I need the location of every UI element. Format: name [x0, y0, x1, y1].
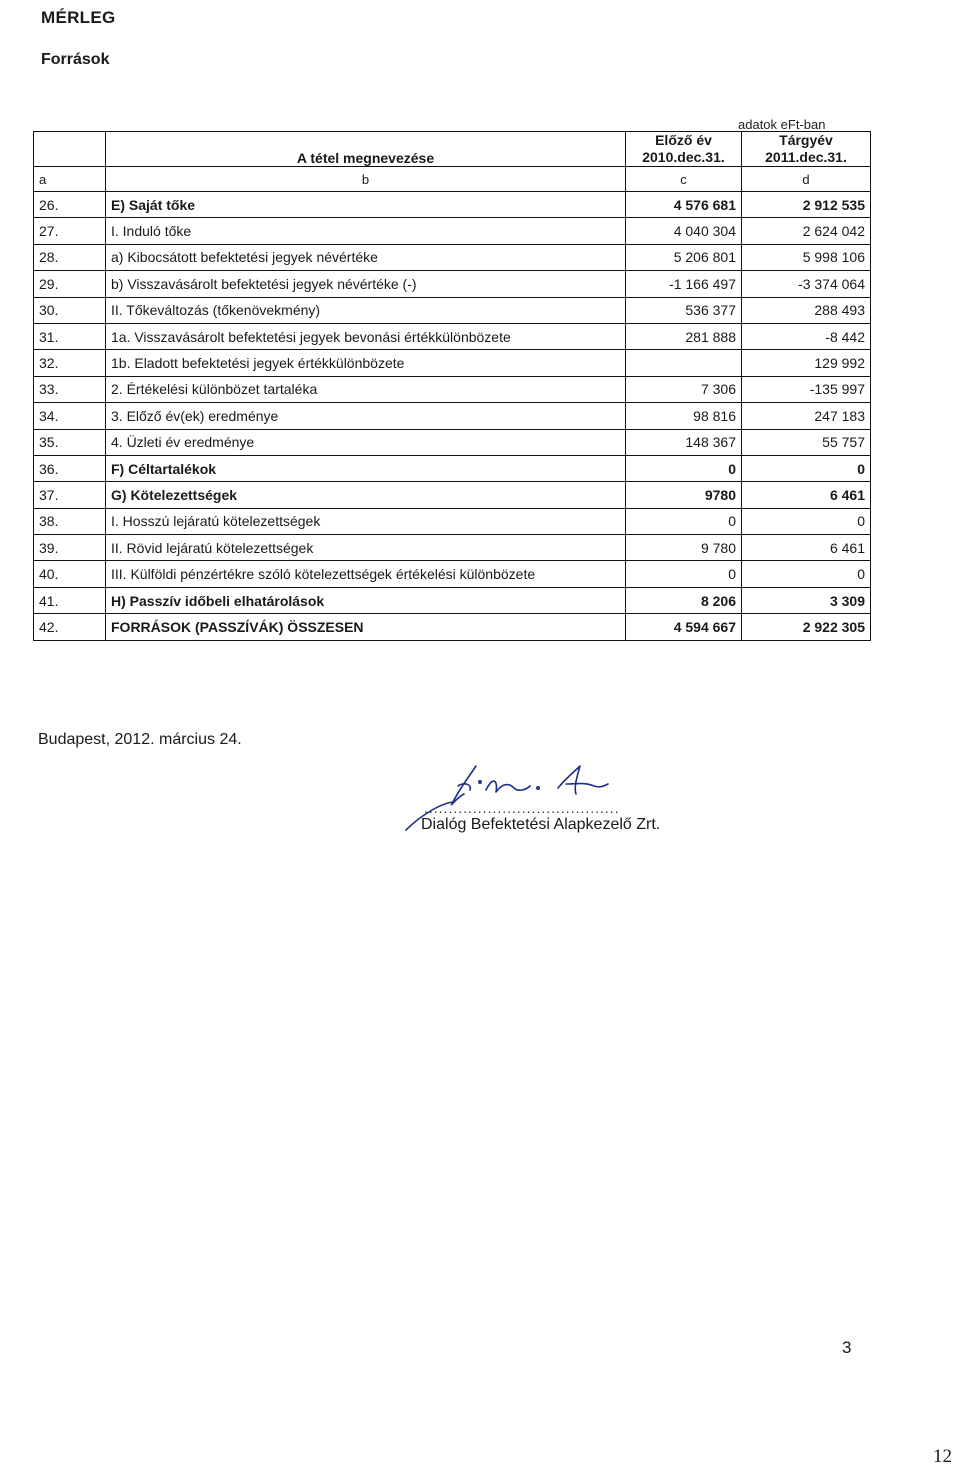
- row-number: 34.: [34, 403, 106, 429]
- table-row: [34, 350, 871, 376]
- row-item-name: F) Céltartalékok: [106, 455, 626, 481]
- row-item-name: 1a. Visszavásárolt befektetési jegyek bevonási értékkülönbözete: [106, 323, 626, 349]
- row-number: 29.: [34, 271, 106, 297]
- table-row: [34, 376, 871, 402]
- table-row: [34, 429, 871, 455]
- row-previous-year-value: 4 576 681: [626, 192, 742, 218]
- row-item-name: G) Kötelezettségek: [106, 482, 626, 508]
- row-previous-year-value: 7 306: [626, 376, 742, 402]
- table-row: [34, 244, 871, 270]
- header-previous-year: [626, 132, 742, 167]
- row-current-year-value: 3 309: [742, 587, 871, 613]
- row-item-name: 4. Üzleti év eredménye: [106, 429, 626, 455]
- row-current-year-value: 288 493: [742, 297, 871, 323]
- row-current-year-value: 247 183: [742, 403, 871, 429]
- row-item-name: 1b. Eladott befektetési jegyek értékkülönbözete: [106, 350, 626, 376]
- row-number: 35.: [34, 429, 106, 455]
- row-item-name: III. Külföldi pénzértékre szóló kötelezettségek értékelési különbözete: [106, 561, 626, 587]
- row-current-year-value: 129 992: [742, 350, 871, 376]
- row-item-name: H) Passzív időbeli elhatárolások: [106, 587, 626, 613]
- row-number: 36.: [34, 455, 106, 481]
- company-name: Dialóg Befektetési Alapkezelő Zrt.: [421, 816, 661, 833]
- header-item-name: A tétel megnevezése: [106, 132, 626, 167]
- row-number: 39.: [34, 535, 106, 561]
- signature-line: ........................................: [424, 800, 620, 816]
- row-previous-year-value: 281 888: [626, 323, 742, 349]
- row-number: 40.: [34, 561, 106, 587]
- table-body: [34, 192, 871, 641]
- row-number: 42.: [34, 614, 106, 640]
- row-current-year-value: 2 624 042: [742, 218, 871, 244]
- column-letter-row: [34, 167, 871, 192]
- row-current-year-value: 2 912 535: [742, 192, 871, 218]
- row-previous-year-value: 0: [626, 455, 742, 481]
- row-previous-year-value: -1 166 497: [626, 271, 742, 297]
- row-item-name: I. Induló tőke: [106, 218, 626, 244]
- row-item-name: E) Saját tőke: [106, 192, 626, 218]
- row-item-name: a) Kibocsátott befektetési jegyek névértéke: [106, 244, 626, 270]
- corner-page-number: 12: [933, 1446, 952, 1467]
- row-current-year-value: -3 374 064: [742, 271, 871, 297]
- row-current-year-value: -135 997: [742, 376, 871, 402]
- table-row: [34, 508, 871, 534]
- header-current-year-label: Tárgyév: [779, 132, 833, 148]
- table-header-row: [34, 132, 871, 167]
- row-item-name: II. Tőkeváltozás (tőkenövekmény): [106, 297, 626, 323]
- header-previous-year-label: Előző év: [655, 132, 712, 148]
- table-row: [34, 271, 871, 297]
- row-previous-year-value: [626, 350, 742, 376]
- row-item-name: II. Rövid lejáratú kötelezettségek: [106, 535, 626, 561]
- header-current-year: [742, 132, 871, 167]
- table-row: [34, 587, 871, 613]
- table-row: [34, 561, 871, 587]
- unit-note: adatok eFt-ban: [738, 117, 826, 132]
- row-current-year-value: 6 461: [742, 535, 871, 561]
- header-current-year-date: 2011.dec.31.: [765, 149, 847, 165]
- row-previous-year-value: 5 206 801: [626, 244, 742, 270]
- column-letter-c: c: [626, 167, 742, 192]
- row-number: 30.: [34, 297, 106, 323]
- row-number: 38.: [34, 508, 106, 534]
- row-number: 26.: [34, 192, 106, 218]
- row-current-year-value: 0: [742, 561, 871, 587]
- row-previous-year-value: 0: [626, 508, 742, 534]
- place-and-date: Budapest, 2012. március 24.: [38, 731, 242, 748]
- row-previous-year-value: 148 367: [626, 429, 742, 455]
- column-letter-b: b: [106, 167, 626, 192]
- row-previous-year-value: 4 594 667: [626, 614, 742, 640]
- row-previous-year-value: 536 377: [626, 297, 742, 323]
- row-item-name: b) Visszavásárolt befektetési jegyek névértéke (-): [106, 271, 626, 297]
- row-number: 41.: [34, 587, 106, 613]
- header-number-cell: [34, 132, 106, 167]
- row-number: 28.: [34, 244, 106, 270]
- row-number: 32.: [34, 350, 106, 376]
- page-number: 3: [842, 1338, 852, 1357]
- row-item-name: I. Hosszú lejáratú kötelezettségek: [106, 508, 626, 534]
- row-item-name: 2. Értékelési különbözet tartaléka: [106, 376, 626, 402]
- row-number: 27.: [34, 218, 106, 244]
- table-row: [34, 323, 871, 349]
- row-current-year-value: 6 461: [742, 482, 871, 508]
- column-letter-a: a: [34, 167, 106, 192]
- table-row: [34, 403, 871, 429]
- row-previous-year-value: 4 040 304: [626, 218, 742, 244]
- row-number: 31.: [34, 323, 106, 349]
- table-row: [34, 218, 871, 244]
- table-row: [34, 297, 871, 323]
- row-previous-year-value: 0: [626, 561, 742, 587]
- row-current-year-value: 0: [742, 455, 871, 481]
- row-number: 33.: [34, 376, 106, 402]
- row-previous-year-value: 8 206: [626, 587, 742, 613]
- table-row: [34, 482, 871, 508]
- section-subtitle: Források: [41, 51, 110, 68]
- row-previous-year-value: 9780: [626, 482, 742, 508]
- row-current-year-value: 2 922 305: [742, 614, 871, 640]
- table-row: [34, 455, 871, 481]
- table-row: [34, 614, 871, 640]
- balance-sheet-table: [33, 131, 871, 641]
- row-item-name: FORRÁSOK (PASSZÍVÁK) ÖSSZESEN: [106, 614, 626, 640]
- column-letter-d: d: [742, 167, 871, 192]
- header-previous-year-date: 2010.dec.31.: [642, 149, 725, 165]
- page-title: MÉRLEG: [41, 8, 116, 27]
- row-number: 37.: [34, 482, 106, 508]
- row-current-year-value: 55 757: [742, 429, 871, 455]
- row-item-name: 3. Előző év(ek) eredménye: [106, 403, 626, 429]
- row-current-year-value: 0: [742, 508, 871, 534]
- row-current-year-value: -8 442: [742, 323, 871, 349]
- row-current-year-value: 5 998 106: [742, 244, 871, 270]
- table-row: [34, 192, 871, 218]
- row-previous-year-value: 98 816: [626, 403, 742, 429]
- table-row: [34, 535, 871, 561]
- row-previous-year-value: 9 780: [626, 535, 742, 561]
